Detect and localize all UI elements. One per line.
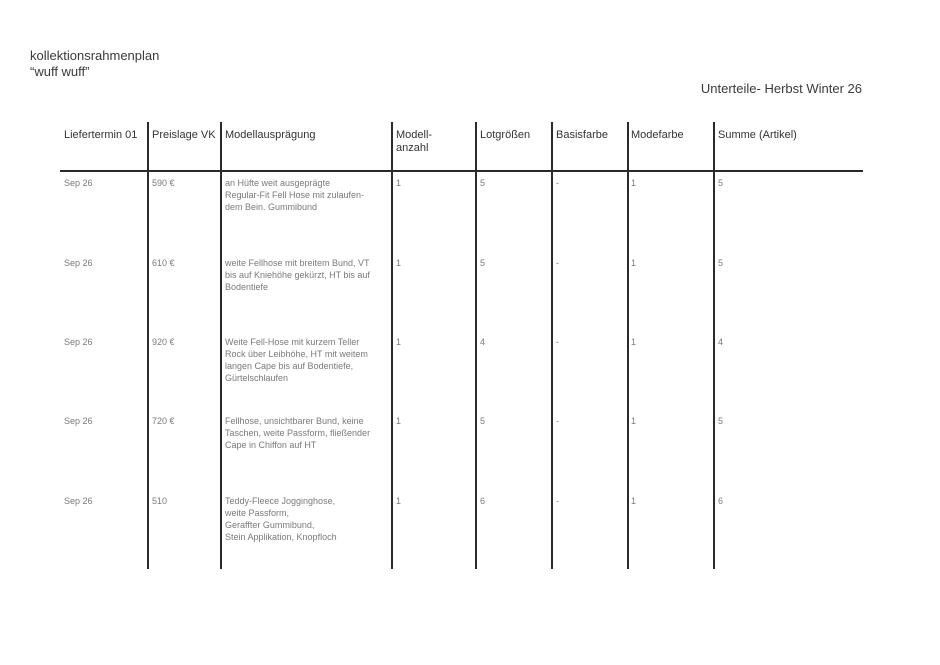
column-divider [475,122,477,569]
cell-basisfarbe: - [556,416,559,426]
cell-summe: 6 [718,496,724,506]
column-header-basisfarbe: Basisfarbe [556,129,608,141]
cell-lotgroessen: 5 [480,178,486,188]
cell-basisfarbe: - [556,496,559,506]
column-header-modellanzahl: Modell- anzahl [396,129,433,154]
cell-liefertermin: Sep 26 [64,337,93,347]
cell-modellanzahl: 1 [396,416,402,426]
cell-modefarbe: 1 [631,178,637,188]
cell-preislage: 920 € [152,337,175,347]
cell-summe: 5 [718,258,724,268]
cell-preislage: 590 € [152,178,175,188]
column-divider [220,122,222,569]
column-header-lotgroessen: Lotgrößen [480,129,531,141]
column-divider [147,122,149,569]
cell-summe: 5 [718,416,724,426]
cell-modellauspraegung: weite Fellhose mit breitem Bund, VT bis auf Kniehöhe gekürzt, HT bis auf Bodentiefe [225,258,370,292]
cell-modefarbe: 1 [631,416,637,426]
cell-preislage: 720 € [152,416,175,426]
cell-modellanzahl: 1 [396,496,402,506]
column-header-liefertermin: Liefertermin 01 [64,129,138,141]
cell-lotgroessen: 5 [480,258,486,268]
cell-basisfarbe: - [556,337,559,347]
cell-liefertermin: Sep 26 [64,416,93,426]
column-header-summe: Summe (Artikel) [718,129,797,141]
document-subtitle: “wuff wuff” [30,64,90,79]
column-divider [627,122,629,569]
cell-basisfarbe: - [556,178,559,188]
column-header-preislage: Preislage VK [152,129,216,141]
document-title: kollektionsrahmenplan [30,48,160,63]
cell-modefarbe: 1 [631,258,637,268]
cell-modellanzahl: 1 [396,258,402,268]
cell-preislage: 510 [152,496,168,506]
column-divider [391,122,393,569]
cell-lotgroessen: 5 [480,416,486,426]
document-title-block [30,48,159,80]
cell-modellanzahl: 1 [396,178,402,188]
column-header-modellauspraegung: Modellausprägung [225,129,316,141]
cell-modellauspraegung: an Hüfte weit ausgeprägte Regular-Fit Fell Hose mit zulaufen- dem Bein. Gummibund [225,178,365,212]
cell-basisfarbe: - [556,258,559,268]
cell-modellauspraegung: Fellhose, unsichtbarer Bund, keine Taschen, weite Passform, fließender Cape in Chiffon auf HT [225,416,371,450]
cell-liefertermin: Sep 26 [64,178,93,188]
cell-liefertermin: Sep 26 [64,258,93,268]
cell-lotgroessen: 4 [480,337,486,347]
header-divider [60,170,863,172]
cell-modellauspraegung: Weite Fell-Hose mit kurzem Teller Rock über Leibhöhe, HT mit weitem langen Cape bis auf Bodentiefe, Gürtelschlaufen [225,337,368,383]
cell-liefertermin: Sep 26 [64,496,93,506]
cell-lotgroessen: 6 [480,496,486,506]
cell-summe: 5 [718,178,724,188]
column-header-modefarbe: Modefarbe [631,129,684,141]
cell-modellanzahl: 1 [396,337,402,347]
cell-modefarbe: 1 [631,337,637,347]
cell-summe: 4 [718,337,724,347]
column-divider [551,122,553,569]
cell-modellauspraegung: Teddy-Fleece Jogginghose, weite Passform, Geraffter Gummibund, Stein Applikation, Knopfloch [225,496,337,542]
section-title: Unterteile- Herbst Winter 26 [700,81,862,96]
column-divider [713,122,715,569]
cell-modefarbe: 1 [631,496,637,506]
cell-preislage: 610 € [152,258,175,268]
